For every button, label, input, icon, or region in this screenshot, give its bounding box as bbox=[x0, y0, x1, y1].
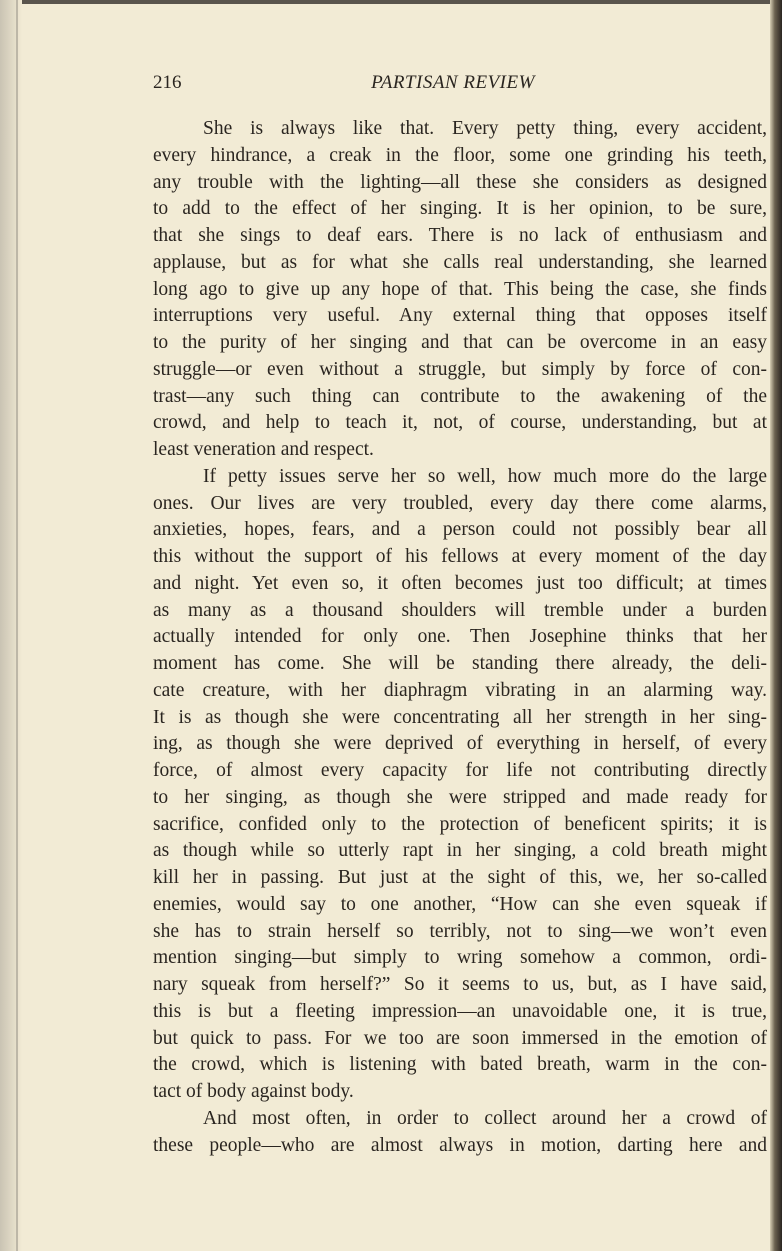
text-line: anxieties, hopes, fears, and a person could not possibly bear all bbox=[153, 519, 767, 541]
text-line: If petty issues serve her so well, how much more do the large bbox=[203, 465, 767, 487]
text-line: It is as though she were concentrating all her strength in her sing- bbox=[153, 706, 767, 728]
text-line: to the purity of her singing and that can be overcome in an easy bbox=[153, 332, 767, 353]
text-line: long ago to give up any hope of that. This being the case, she finds bbox=[153, 278, 767, 300]
text-line: ing, as though she were deprived of everything in herself, of every bbox=[153, 733, 767, 755]
text-line: interruptions very useful. Any external thing that opposes itself bbox=[153, 305, 767, 327]
text-line: she has to strain herself so terribly, not to sing—we won’t even bbox=[153, 920, 767, 942]
text-line: to her singing, as though she were stripped and made ready for bbox=[153, 786, 767, 808]
text-line: these people—who are almost always in motion, darting here and bbox=[153, 1134, 767, 1156]
text-line: and night. Yet even so, it often becomes just too difficult; at times bbox=[153, 572, 767, 594]
page-right-edge bbox=[770, 0, 782, 1251]
text-line: this without the support of his fellows at every moment of the day bbox=[153, 546, 767, 567]
text-line: actually intended for only one. Then Josephine thinks that her bbox=[153, 626, 767, 648]
text-line: force, of almost every capacity for life not contributing directly bbox=[153, 760, 767, 781]
text-line: but quick to pass. For we too are soon immersed in the emotion of bbox=[153, 1027, 767, 1049]
text-line: cate creature, with her diaphragm vibrating in an alarming way. bbox=[153, 679, 767, 701]
text-line: to add to the effect of her singing. It is her opinion, to be sure, bbox=[153, 198, 767, 220]
page-gutter bbox=[0, 0, 22, 1251]
text-line: struggle—or even without a struggle, but simply by force of con- bbox=[153, 358, 767, 380]
text-line: as many as a thousand shoulders will tremble under a burden bbox=[153, 599, 767, 621]
text-line: moment has come. She will be standing there already, the deli- bbox=[153, 653, 767, 674]
running-title: PARTISAN REVIEW bbox=[371, 72, 535, 93]
text-line: enemies, would say to one another, “How can she even squeak if bbox=[153, 893, 767, 915]
text-line: crowd, and help to teach it, not, of course, understanding, but at bbox=[153, 412, 767, 434]
text-line: sacrifice, confided only to the protection of beneficent spirits; it is bbox=[153, 813, 767, 835]
text-line: mention singing—but simply to wring somehow a common, ordi- bbox=[153, 947, 767, 969]
text-line: applause, but as for what she calls real understanding, she learned bbox=[153, 251, 767, 273]
text-line: that she sings to deaf ears. There is no lack of enthusiasm and bbox=[153, 225, 767, 246]
page-header bbox=[153, 72, 765, 98]
text-line: this is but a fleeting impression—an unavoidable one, it is true, bbox=[153, 1000, 767, 1022]
text-line: And most often, in order to collect around her a crowd of bbox=[203, 1107, 767, 1129]
text-line: any trouble with the lighting—all these she considers as designed bbox=[153, 171, 767, 193]
body-text bbox=[153, 116, 767, 1159]
text-line: as though while so utterly rapt in her singing, a cold breath might bbox=[153, 840, 767, 862]
text-line: She is always like that. Every petty thing, every accident, bbox=[203, 118, 767, 139]
text-line: the crowd, which is listening with bated breath, warm in the con- bbox=[153, 1054, 767, 1076]
gutter-line bbox=[16, 0, 18, 1251]
text-line: ones. Our lives are very troubled, every day there come alarms, bbox=[153, 492, 767, 514]
scan-top-edge bbox=[0, 0, 782, 4]
text-line: trast—any such thing can contribute to the awakening of the bbox=[153, 385, 767, 407]
text-line: kill her in passing. But just at the sight of this, we, her so-called bbox=[153, 867, 767, 888]
text-line: every hindrance, a creak in the floor, some one grinding his teeth, bbox=[153, 144, 767, 166]
text-line: nary squeak from herself?” So it seems to us, but, as I have said, bbox=[153, 974, 767, 995]
page-number: 216 bbox=[153, 72, 182, 93]
text-line: least veneration and respect. bbox=[153, 439, 374, 460]
text-line: tact of body against body. bbox=[153, 1081, 354, 1102]
